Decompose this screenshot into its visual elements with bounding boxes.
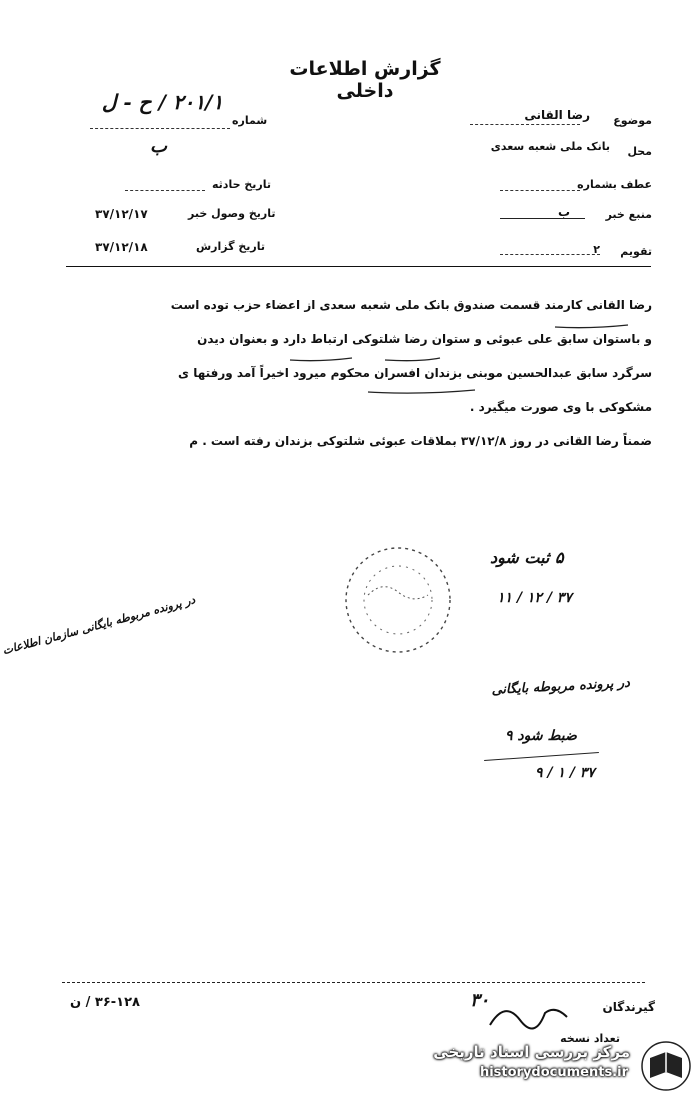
recipients-signature	[485, 995, 575, 1035]
body-line-5: ضمناً رضا القانی در روز ۳۷/۱۲/۸ بملاقات عبوئی شلتوکی بزندان رفته است . م	[189, 434, 652, 448]
body-line-4: مشکوکی با وی صورت میگیرد .	[469, 400, 652, 414]
field-subject-label: موضوع	[613, 114, 652, 127]
field-calendar-label: تقویم	[620, 245, 652, 258]
watermark-name: مرکز بررسی اسناد تاریخی	[433, 1043, 630, 1061]
field-report-date-value: ۳۷/۱۲/۱۸	[95, 240, 148, 254]
field-subject-value: رضا القانی	[524, 108, 590, 122]
recipients-label: گیرندگان	[602, 1000, 655, 1014]
field-received-date-value: ۳۷/۱۲/۱۷	[95, 207, 148, 221]
seal-stamp	[338, 540, 458, 660]
watermark-logo-icon	[640, 1040, 692, 1092]
field-reference-label: عطف بشماره	[577, 178, 652, 191]
copies-label: تعداد نسخه	[560, 1032, 620, 1045]
footer-separator	[62, 982, 645, 983]
handwritten-underline	[484, 752, 599, 761]
field-source-value: ب	[557, 205, 570, 219]
field-report-date-label: تاریخ گزارش	[196, 240, 266, 253]
body-underlines	[0, 0, 700, 460]
handwritten-note-archive: ضبط شود ۹	[505, 728, 577, 744]
handwritten-note-date-1: ۱۱ / ۱۲ / ۳۷	[497, 590, 572, 606]
number-sub: ب	[150, 136, 167, 157]
handwritten-note-file: در پرونده مربوطه بایگانی	[491, 675, 631, 698]
field-incident-date-label: تاریخ حادثه	[212, 178, 271, 191]
handwritten-note-register: ۵ ثبت شود	[490, 548, 564, 567]
recipients-value: ۳۰	[470, 990, 490, 1011]
body-line-1: رضا القانی کارمند قسمت صندوق بانک ملی شعبه سعدی از اعضاء حزب توده است	[170, 298, 652, 312]
archive-reference: ۳۶-۱۲۸ / ن	[70, 995, 140, 1010]
body-line-2: و باستوان سابق علی عبوئی و ستوان رضا شلتوکی ارتباط دارد و بعنوان دیدن	[197, 332, 652, 346]
field-received-date-label: تاریخ وصول خبر	[188, 207, 276, 220]
field-source-label: منبع خبر	[605, 208, 652, 221]
field-location-label: محل	[627, 145, 652, 158]
body-line-3: سرگرد سابق عبدالحسین موبنی بزندان افسران محکوم میرود اخیراً آمد ورفتها ی	[178, 366, 652, 380]
field-location-value: بانک ملی شعبه سعدی	[490, 140, 610, 153]
field-calendar-value: ۲	[593, 243, 600, 256]
watermark-url: historydocuments.ir	[479, 1065, 628, 1080]
handwritten-margin-note: در پرونده مربوطه بایگانی سازمان اطلاعات	[1, 593, 197, 658]
handwritten-note-date-2: ۹ / ۱ / ۳۷	[535, 765, 595, 781]
document-title: گزارش اطلاعات داخلی	[289, 58, 441, 102]
number-value: ۲۰۱/۱ / ح - ل	[101, 90, 224, 114]
number-label: شماره	[232, 114, 268, 127]
